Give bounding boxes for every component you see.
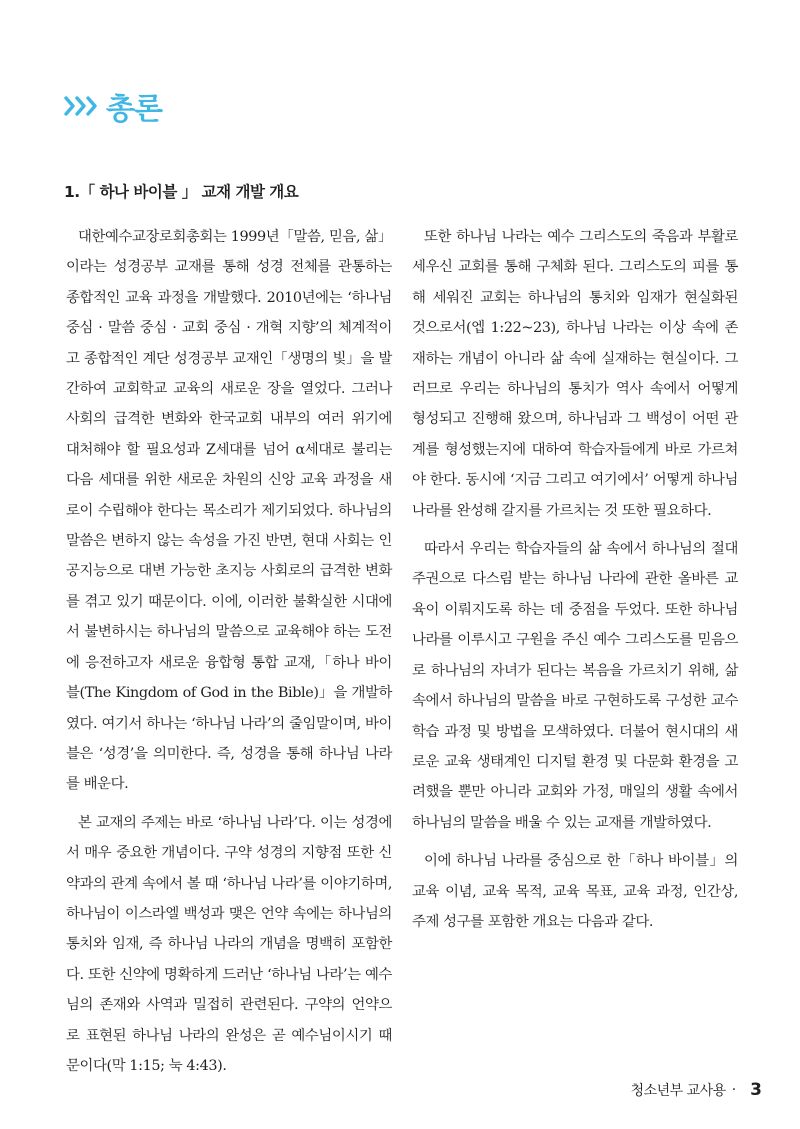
chevrons-right-icon: [64, 95, 98, 117]
page-number: 3: [750, 1080, 762, 1100]
left-column: [66, 222, 392, 1089]
page-header: [64, 86, 162, 126]
paragraph: 대한예수교장로회총회는 1999년「말씀, 믿음, 삶」이라는 성경공부 교재를 통해 성경 전체를 관통하는 종합적인 교육 과정을 개발했다. 2010년에는 ‘하나님 중심 · 말씀 중심 · 교회 중심 · 개혁 지향’의 체계적이고 종합적인 계단 성경공부 교재인「생명의 빛」을 발간하여 교회학교 교육의 새로운 장을 열었다. 그러나 사회의 급격한 변화와 한국교회 내부의 여러 위기에 대처해야 할 필요성과 Z세대를 넘어 α세대로 불리는 다음 세대를 위한 새로운 차원의 신앙 교육 과정을 새로이 수립해야 한다는 목소리가 제기되었다. 하나님의 말씀은 변하지 않는 속성을 가진 반면, 현대 사회는 인공지능으로 대변 가능한 초지능 사회로의 급격한 변화를 겪고 있기 때문이다. 이에, 이러한 불확실한 시대에서 불변하시는 하나님의 말씀으로 교육해야 하는 도전에 응전하고자 새로운 융합형 통합 교재,「하나 바이블(The Kingdom of God in the Bible)」을 개발하였다. 여기서 하나는 ‘하나님 나라’의 줄임말이며, 바이블은 ‘성경’을 의미한다. 즉, 성경을 통해 하나님 나라를 배운다.: [66, 229, 392, 793]
page-footer: [631, 1080, 762, 1100]
paragraph: 이에 하나님 나라를 중심으로 한「하나 바이블」의 교육 이념, 교육 목적, 교육 목표, 교육 과정, 인간상, 주제 성구를 포함한 개요는 다음과 같다.: [412, 853, 738, 930]
section-heading: 1.「 하나 바이블 」 교재 개발 개요: [64, 183, 299, 201]
footer-separator: ·: [731, 1082, 737, 1098]
page-title: 총론: [106, 92, 162, 127]
footer-label: 청소년부 교사용: [630, 1083, 726, 1099]
right-column: [412, 222, 738, 945]
paragraph: 본 교재의 주제는 바로 ‘하나님 나라’다. 이는 성경에서 매우 중요한 개념이다. 구약 성경의 지향점 또한 신약과의 관계 속에서 볼 때 ‘하나님 나라’를 이야기하며, 하나님이 이스라엘 백성과 맺은 언약 속에는 하나님의 통치와 임재, 즉 하나님 나라의 개념을 명백히 포함한다. 또한 신약에 명확하게 드러난 ‘하나님 나라’는 예수님의 존재와 사역과 밀접히 관련된다. 구약의 언약으로 표현된 하나님 나라의 완성은 곧 예수님이시기 때문이다(막 1:15; 눅 4:43).: [66, 814, 392, 1074]
paragraph: 또한 하나님 나라는 예수 그리스도의 죽음과 부활로 세우신 교회를 통해 구체화 된다. 그리스도의 피를 통해 세워진 교회는 하나님의 통치와 임재가 현실화된 것으로서(엡 1:22~23), 하나님 나라는 이상 속에 존재하는 개념이 아니라 삶 속에 실재하는 현실이다. 그러므로 우리는 하나님의 통치가 역사 속에서 어떻게 형성되고 진행해 왔으며, 하나님과 그 백성이 어떤 관계를 형성했는지에 대하여 학습자들에게 바로 가르쳐야 한다. 동시에 ‘지금 그리고 여기에서’ 어떻게 하나님 나라를 완성해 갈지를 가르치는 것 또한 필요하다.: [412, 229, 738, 519]
paragraph: 따라서 우리는 학습자들의 삶 속에서 하나님의 절대 주권으로 다스림 받는 하나님 나라에 관한 올바른 교육이 이뤄지도록 하는 데 중점을 두었다. 또한 하나님 나라를 이루시고 구원을 주신 예수 그리스도를 믿음으로 하나님의 자녀가 된다는 복음을 가르치기 위해, 삶 속에서 하나님의 말씀을 바로 구현하도록 구성한 교수 학습 과정 및 방법을 모색하였다. 더불어 현시대의 새로운 교육 생태계인 디지털 환경 및 다문화 환경을 고려했을 뿐만 아니라 교회와 가정, 매일의 생활 속에서 하나님의 말씀을 배울 수 있는 교재를 개발하였다.: [412, 541, 738, 831]
